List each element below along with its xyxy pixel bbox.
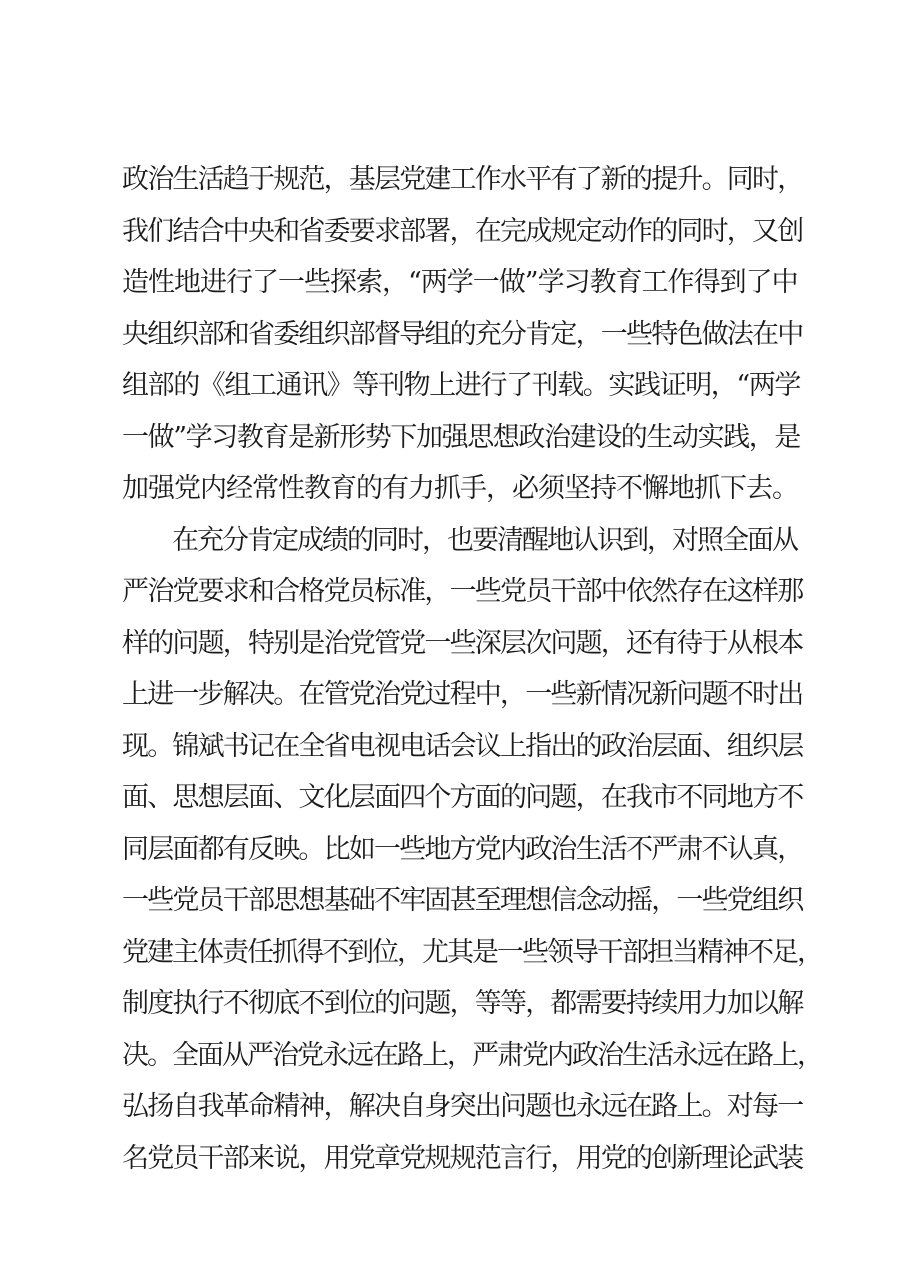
text-line: 弘扬自我革命精神，解决自身突出问题也永远在路上。对每一: [122, 1091, 803, 1122]
text-line: 上进一步解决。在管党治党过程中，一些新情况新问题不时出: [122, 679, 803, 710]
text-line: 央组织部和省委组织部督导组的充分肯定，一些特色做法在中: [122, 319, 803, 350]
text-line: 一些党员干部思想基础不牢固甚至理想信念动摇，一些党组织: [122, 885, 803, 916]
text-line: 样的问题，特别是治党管党一些深层次问题，还有待于从根本: [122, 628, 803, 659]
text-line: 组部的《组工通讯》等刊物上进行了刊载。实践证明，“两学: [122, 370, 801, 401]
paragraph-first-line: 在充分肯定成绩的同时，也要清醒地认识到，对照全面从: [172, 525, 797, 556]
text-line: 一做”学习教育是新形势下加强思想政治建设的生动实践，是: [122, 422, 801, 453]
text-line: 面、思想层面、文化层面四个方面的问题，在我市不同地方不: [122, 782, 803, 813]
text-line: 政治生活趋于规范，基层党建工作水平有了新的提升。同时，: [122, 164, 803, 195]
text-line: 现。锦斌书记在全省电视电话会议上指出的政治层面、组织层: [122, 731, 803, 762]
text-line: 决。全面从严治党永远在路上，严肃党内政治生活永远在路上，: [122, 1040, 822, 1071]
text-line: 党建主体责任抓得不到位，尤其是一些领导干部担当精神不足，: [122, 937, 822, 968]
text-line: 严治党要求和合格党员标准，一些党员干部中依然存在这样那: [122, 576, 803, 607]
text-line: 我们结合中央和省委要求部署，在完成规定动作的同时，又创: [122, 216, 803, 247]
text-line: 名党员干部来说，用党章党规规范言行，用党的创新理论武装: [122, 1143, 803, 1174]
text-line: 制度执行不彻底不到位的问题，等等，都需要持续用力加以解: [122, 988, 803, 1019]
text-line: 加强党内经常性教育的有力抓手，必须坚持不懈地抓下去。: [122, 473, 798, 504]
text-line: 造性地进行了一些探索，“两学一做”学习教育工作得到了中: [122, 267, 798, 298]
text-line: 同层面都有反映。比如一些地方党内政治生活不严肃不认真，: [122, 834, 803, 865]
